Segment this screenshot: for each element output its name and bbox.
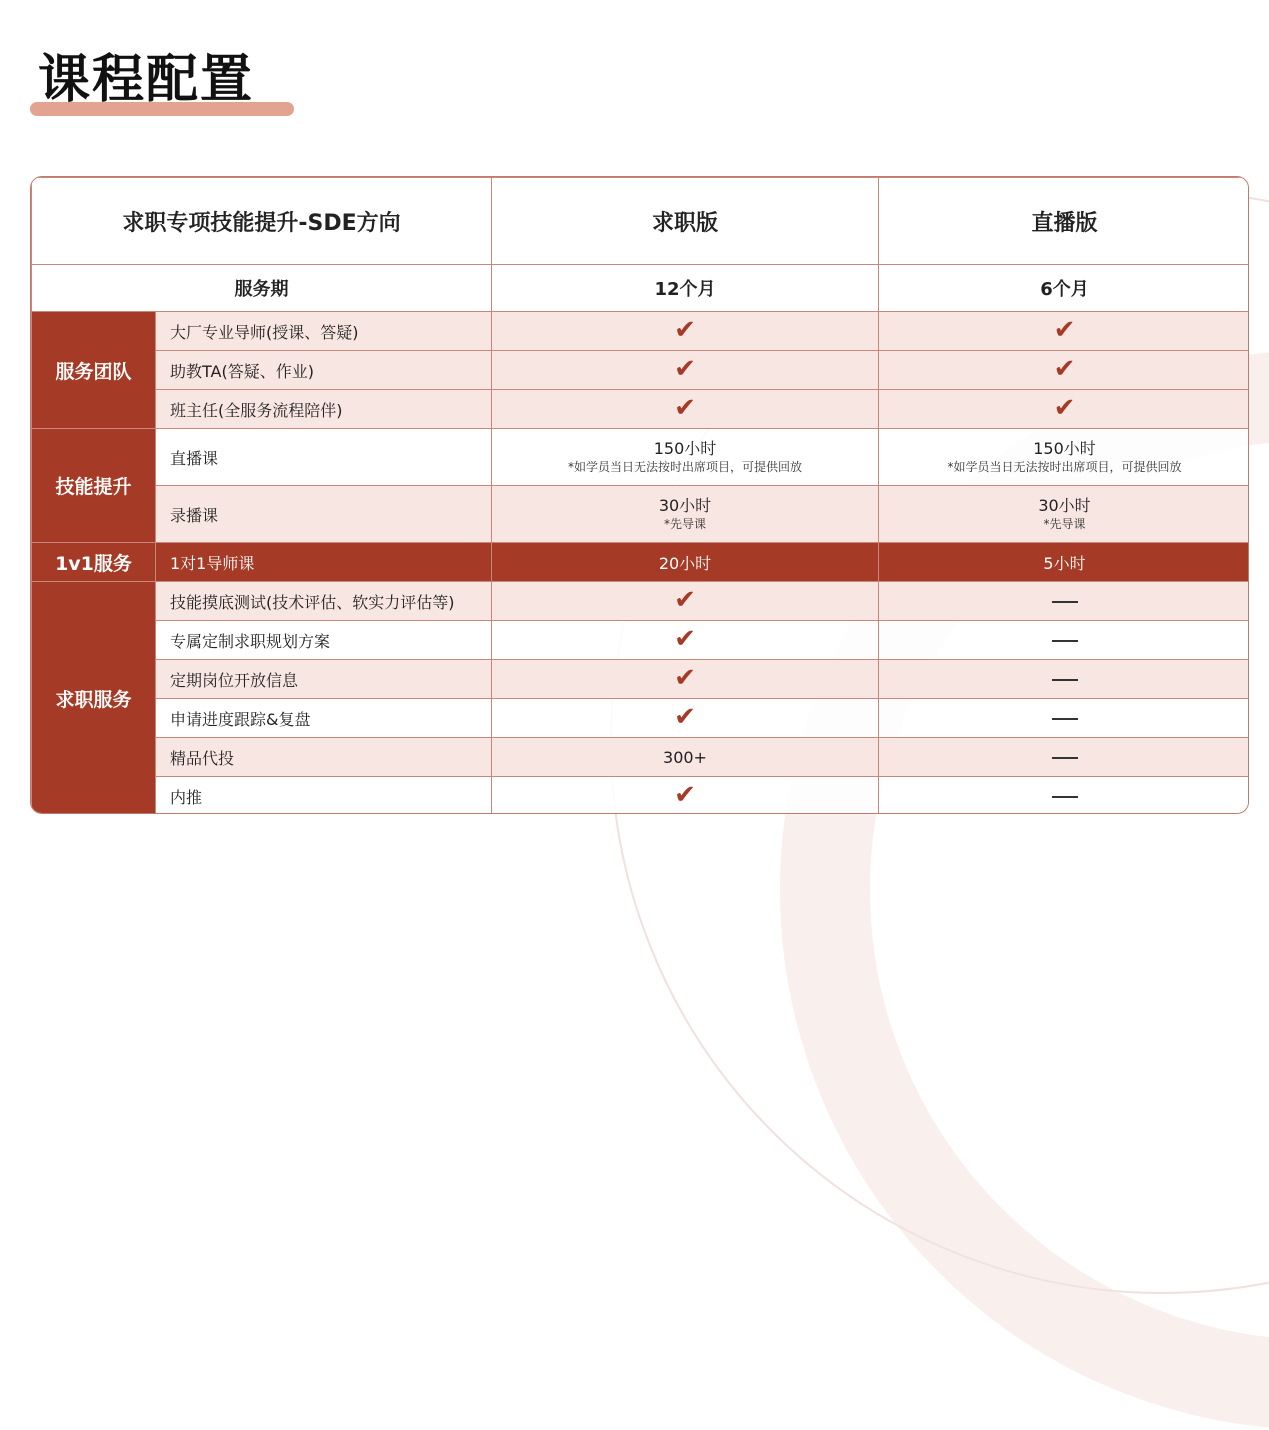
check-icon: ✔ xyxy=(1053,393,1076,423)
cell-v1 xyxy=(492,621,879,660)
cell-v2 xyxy=(879,351,1250,390)
cell-v1 xyxy=(492,312,879,351)
recorded-note-v1: *先导课 xyxy=(663,517,706,531)
recorded-hours-v2: 30小时 xyxy=(1038,496,1091,515)
service-period-v2: 6个月 xyxy=(879,265,1250,312)
check-icon: ✔ xyxy=(674,702,696,732)
check-icon: ✔ xyxy=(674,393,696,423)
cell-v1 xyxy=(492,351,879,390)
course-config-table xyxy=(30,176,1249,814)
check-icon: ✔ xyxy=(674,663,696,693)
cell-v2 xyxy=(879,312,1250,351)
table-row xyxy=(32,621,1250,660)
category-one-on-one: 1v1服务 xyxy=(32,543,156,582)
table-row xyxy=(32,738,1250,777)
row-label-positions: 定期岗位开放信息 xyxy=(156,660,492,699)
dash-icon xyxy=(1052,679,1078,681)
check-icon: ✔ xyxy=(674,780,696,810)
cell-v1 xyxy=(492,699,879,738)
row-label-tutor: 1对1导师课 xyxy=(156,543,492,582)
row-label-tracking: 申请进度跟踪&复盘 xyxy=(156,699,492,738)
row-label-head-teacher: 班主任(全服务流程陪伴) xyxy=(156,390,492,429)
recorded-hours-v1: 30小时 xyxy=(658,496,712,515)
column-header-live-edition: 直播版 xyxy=(879,178,1250,265)
table-row xyxy=(32,486,1250,543)
table-row xyxy=(32,390,1250,429)
cell-v2 xyxy=(879,777,1250,815)
cell-v2 xyxy=(879,738,1250,777)
check-icon: ✔ xyxy=(674,585,696,615)
row-label-mentor: 大厂专业导师(授课、答疑) xyxy=(156,312,492,351)
table-corner-label: 求职专项技能提升-SDE方向 xyxy=(32,178,492,265)
category-skill: 技能提升 xyxy=(32,429,156,543)
table-row xyxy=(32,699,1250,738)
cell-v1 xyxy=(492,777,879,815)
title-block xyxy=(30,48,254,112)
cell-v1 xyxy=(492,390,879,429)
service-period-label: 服务期 xyxy=(32,265,492,312)
table-row xyxy=(32,351,1250,390)
table-row xyxy=(32,582,1250,621)
dash-icon xyxy=(1052,601,1078,603)
table-row xyxy=(32,777,1250,815)
cell-v2 xyxy=(879,390,1250,429)
tutor-hours-v2: 5小时 xyxy=(879,543,1250,582)
cell-v1 xyxy=(492,429,879,486)
cell-v1 xyxy=(492,660,879,699)
dash-icon xyxy=(1052,796,1078,798)
tutor-hours-v1: 20小时 xyxy=(492,543,879,582)
service-period-v1: 12个月 xyxy=(492,265,879,312)
table-header-row xyxy=(32,178,1250,265)
page-title: 课程配置 xyxy=(38,50,255,110)
cell-v2 xyxy=(879,621,1250,660)
live-note-v1: *如学员当日无法按时出席项目，可提供回放 xyxy=(567,460,802,474)
dash-icon xyxy=(1052,640,1078,642)
dash-icon xyxy=(1052,757,1078,759)
row-label-live: 直播课 xyxy=(156,429,492,486)
table-row-highlight xyxy=(32,543,1250,582)
row-label-referral: 内推 xyxy=(156,777,492,815)
category-service-team: 服务团队 xyxy=(32,312,156,429)
table-row xyxy=(32,660,1250,699)
live-note-v2: *如学员当日无法按时出席项目，可提供回放 xyxy=(947,460,1182,474)
check-icon: ✔ xyxy=(674,354,696,384)
table-row xyxy=(32,429,1250,486)
table-row xyxy=(32,312,1250,351)
check-icon: ✔ xyxy=(674,315,696,345)
live-hours-v1: 150小时 xyxy=(653,439,717,458)
dash-icon xyxy=(1052,718,1078,720)
cell-v2 xyxy=(879,486,1250,543)
row-label-assessment: 技能摸底测试(技术评估、软实力评估等) xyxy=(156,582,492,621)
recorded-note-v2: *先导课 xyxy=(1043,517,1086,531)
cell-v2 xyxy=(879,582,1250,621)
category-job-service: 求职服务 xyxy=(32,582,156,815)
cell-v2 xyxy=(879,699,1250,738)
row-label-apply: 精品代投 xyxy=(156,738,492,777)
cell-v1 xyxy=(492,582,879,621)
check-icon: ✔ xyxy=(1053,354,1076,384)
cell-v2 xyxy=(879,429,1250,486)
cell-v2 xyxy=(879,660,1250,699)
service-period-row xyxy=(32,265,1250,312)
column-header-job-edition: 求职版 xyxy=(492,178,879,265)
row-label-ta: 助教TA(答疑、作业) xyxy=(156,351,492,390)
row-label-plan: 专属定制求职规划方案 xyxy=(156,621,492,660)
cell-v1 xyxy=(492,486,879,543)
row-label-recorded: 录播课 xyxy=(156,486,492,543)
apply-count-v1: 300+ xyxy=(492,738,879,777)
live-hours-v2: 150小时 xyxy=(1033,439,1096,458)
check-icon: ✔ xyxy=(674,624,696,654)
check-icon: ✔ xyxy=(1053,315,1076,345)
